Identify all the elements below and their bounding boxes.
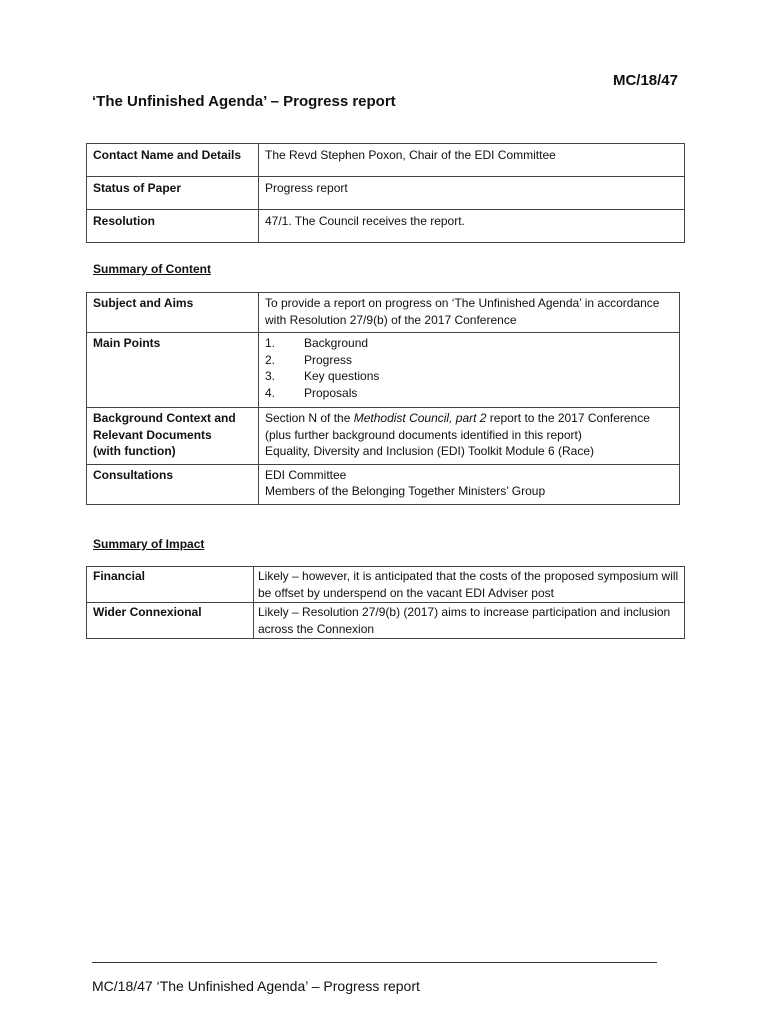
list-text: Background bbox=[304, 336, 369, 350]
wider-connexional-label: Wider Connexional bbox=[87, 603, 254, 639]
cover-table bbox=[86, 143, 685, 243]
status-value: Progress report bbox=[259, 177, 685, 210]
contact-label: Contact Name and Details bbox=[87, 144, 259, 177]
footer-divider bbox=[92, 962, 657, 963]
wider-connexional-value: Likely – Resolution 27/9(b) (2017) aims to increase participation and inclusion across the Connexion bbox=[254, 603, 685, 639]
list-number: 1. bbox=[265, 336, 276, 350]
background-text-post: report to the 2017 Conference (plus further background documents identified in this report) bbox=[265, 411, 650, 442]
consultations-line: Members of the Belonging Together Ministers’ Group bbox=[265, 484, 546, 498]
document-title: ‘The Unfinished Agenda’ – Progress report bbox=[92, 93, 396, 110]
list-item bbox=[265, 352, 673, 369]
subject-value: To provide a report on progress on ‘The Unfinished Agenda’ in accordance with Resolution 27/9(b) of the 2017 Conference bbox=[259, 293, 680, 333]
list-item bbox=[265, 385, 673, 402]
summary-impact-table bbox=[86, 566, 685, 639]
table-row bbox=[87, 210, 685, 243]
background-line2: Equality, Diversity and Inclusion (EDI) Toolkit Module 6 (Race) bbox=[265, 444, 595, 458]
financial-label: Financial bbox=[87, 567, 254, 603]
footer-text: MC/18/47 ‘The Unfinished Agenda’ – Progress report bbox=[92, 978, 420, 994]
status-label: Status of Paper bbox=[87, 177, 259, 210]
main-points-list bbox=[265, 335, 673, 401]
background-label-line: (with function) bbox=[93, 444, 176, 458]
resolution-label: Resolution bbox=[87, 210, 259, 243]
list-item bbox=[265, 368, 673, 385]
background-text-pre: Section N of the bbox=[265, 411, 354, 425]
table-row bbox=[87, 144, 685, 177]
subject-label: Subject and Aims bbox=[87, 293, 259, 333]
list-number: 3. bbox=[265, 369, 276, 383]
financial-value: Likely – however, it is anticipated that the costs of the proposed symposium will be offset by underspend on the vacant EDI Adviser post bbox=[254, 567, 685, 603]
background-text-italic: Methodist Council, part 2 bbox=[353, 411, 487, 425]
background-value bbox=[259, 408, 680, 465]
summary-impact-heading: Summary of Impact bbox=[93, 537, 205, 551]
list-number: 4. bbox=[265, 385, 276, 400]
resolution-value: 47/1. The Council receives the report. bbox=[259, 210, 685, 243]
list-item bbox=[265, 335, 673, 352]
list-text: Proposals bbox=[304, 385, 358, 400]
list-text: Progress bbox=[304, 352, 353, 367]
summary-content-table bbox=[86, 292, 680, 505]
table-row bbox=[87, 333, 680, 408]
table-row bbox=[87, 293, 680, 333]
background-paragraph bbox=[265, 410, 673, 443]
main-points-cell bbox=[259, 333, 680, 408]
consultations-line: EDI Committee bbox=[265, 467, 347, 482]
table-row bbox=[87, 464, 680, 504]
list-text: Key questions bbox=[304, 369, 380, 383]
background-label bbox=[87, 408, 259, 465]
table-row bbox=[87, 603, 685, 639]
contact-value: The Revd Stephen Poxon, Chair of the EDI Committee bbox=[259, 144, 685, 177]
table-row bbox=[87, 177, 685, 210]
consultations-value bbox=[259, 464, 680, 504]
background-label-line: Background Context and bbox=[93, 411, 236, 425]
consultations-label: Consultations bbox=[87, 464, 259, 504]
table-row bbox=[87, 567, 685, 603]
background-label-line: Relevant Documents bbox=[93, 427, 212, 442]
summary-content-heading: Summary of Content bbox=[93, 262, 212, 276]
table-row bbox=[87, 408, 680, 465]
main-points-label: Main Points bbox=[87, 333, 259, 408]
list-number: 2. bbox=[265, 352, 276, 367]
document-reference: MC/18/47 bbox=[612, 72, 678, 89]
